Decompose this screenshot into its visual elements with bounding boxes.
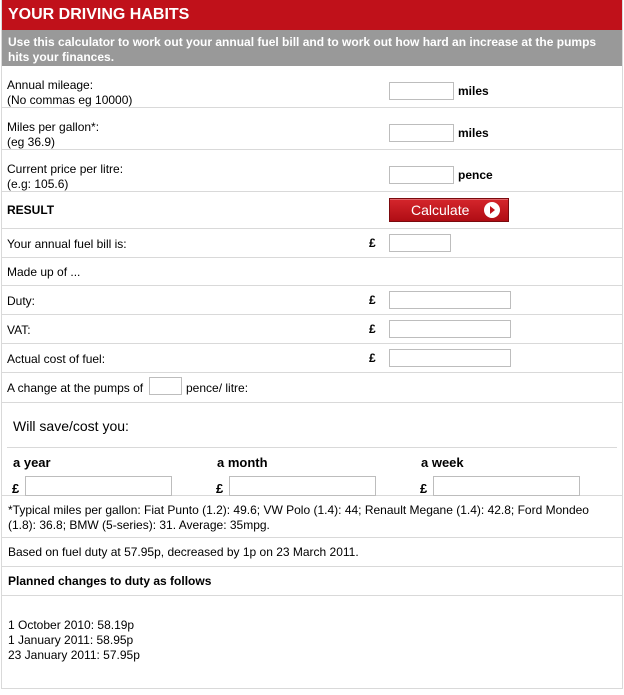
savings-week-currency: £ xyxy=(420,481,428,496)
price-unit: pence xyxy=(458,168,493,182)
actual-cost-output[interactable] xyxy=(389,349,511,367)
mpg-label: Miles per gallon*: xyxy=(7,120,100,134)
savings-month-currency: £ xyxy=(216,481,224,496)
vat-output[interactable] xyxy=(389,320,511,338)
price-row xyxy=(2,150,622,192)
fuel-calculator xyxy=(1,0,623,689)
savings-week-label: a week xyxy=(421,455,464,470)
annual-bill-output[interactable] xyxy=(389,234,451,252)
annual-bill-currency: £ xyxy=(369,236,376,250)
vat-label: VAT: xyxy=(7,323,31,337)
result-label: RESULT xyxy=(7,203,55,217)
calculator-title: YOUR DRIVING HABITS xyxy=(2,0,622,30)
savings-divider xyxy=(7,447,617,448)
duty-note: Based on fuel duty at 57.95p, decreased by 1p on 23 March 2011. xyxy=(2,538,622,567)
planned-changes-list xyxy=(2,596,622,676)
pump-change-row xyxy=(2,373,622,403)
result-row xyxy=(2,192,622,229)
mpg-row xyxy=(2,108,622,150)
arrow-right-icon xyxy=(484,202,500,218)
annual-bill-label: Your annual fuel bill is: xyxy=(7,237,127,251)
savings-year-currency: £ xyxy=(12,481,20,496)
calculate-button[interactable] xyxy=(389,198,509,222)
pump-change-input[interactable] xyxy=(149,377,182,395)
vat-row xyxy=(2,315,622,344)
planned-change-item: 1 January 2011: 58.95p xyxy=(8,633,134,647)
savings-month-label: a month xyxy=(217,455,268,470)
calculate-button-label: Calculate xyxy=(411,202,470,218)
pump-change-label-after: pence/ litre: xyxy=(186,381,249,395)
price-input[interactable] xyxy=(389,166,454,184)
mpg-hint: (eg 36.9) xyxy=(7,135,56,149)
savings-year-label: a year xyxy=(13,455,51,470)
vat-currency: £ xyxy=(369,322,376,336)
savings-week-output[interactable] xyxy=(433,476,580,496)
mileage-hint: (No commas eg 10000) xyxy=(7,93,133,107)
planned-change-item: 23 January 2011: 57.95p xyxy=(8,648,140,662)
mileage-input[interactable] xyxy=(389,82,454,100)
annual-bill-row xyxy=(2,229,622,258)
planned-change-item: 1 October 2010: 58.19p xyxy=(8,618,135,632)
price-label: Current price per litre: xyxy=(7,162,124,176)
planned-changes-title: Planned changes to duty as follows xyxy=(2,567,622,596)
duty-output[interactable] xyxy=(389,291,511,309)
mpg-input[interactable] xyxy=(389,124,454,142)
mileage-unit: miles xyxy=(458,84,489,98)
mileage-label: Annual mileage: xyxy=(7,78,94,92)
savings-month-output[interactable] xyxy=(229,476,376,496)
actual-cost-row xyxy=(2,344,622,373)
made-up-row xyxy=(2,258,622,286)
mileage-row xyxy=(2,66,622,108)
price-hint: (e.g: 105.6) xyxy=(7,177,69,191)
mpg-note: *Typical miles per gallon: Fiat Punto (1.2): 49.6; VW Polo (1.4): 44; Renault Megane (1.4): 42.8; Ford Mondeo (1.8): 36.8; BMW (5-series): 31. Average: 35mpg. xyxy=(2,496,622,538)
actual-cost-label: Actual cost of fuel: xyxy=(7,352,106,366)
savings-year-output[interactable] xyxy=(25,476,172,496)
mpg-unit: miles xyxy=(458,126,489,140)
duty-label: Duty: xyxy=(7,294,36,308)
intro-text: Use this calculator to work out your annual fuel bill and to work out how hard an increase at the pumps hits your finances. xyxy=(2,30,622,66)
savings-title: Will save/cost you: xyxy=(13,418,129,434)
duty-currency: £ xyxy=(369,293,376,307)
pump-change-label-before: A change at the pumps of xyxy=(7,381,144,395)
actual-cost-currency: £ xyxy=(369,351,376,365)
savings-section xyxy=(2,403,622,496)
duty-row xyxy=(2,286,622,315)
made-up-label: Made up of ... xyxy=(7,265,81,279)
